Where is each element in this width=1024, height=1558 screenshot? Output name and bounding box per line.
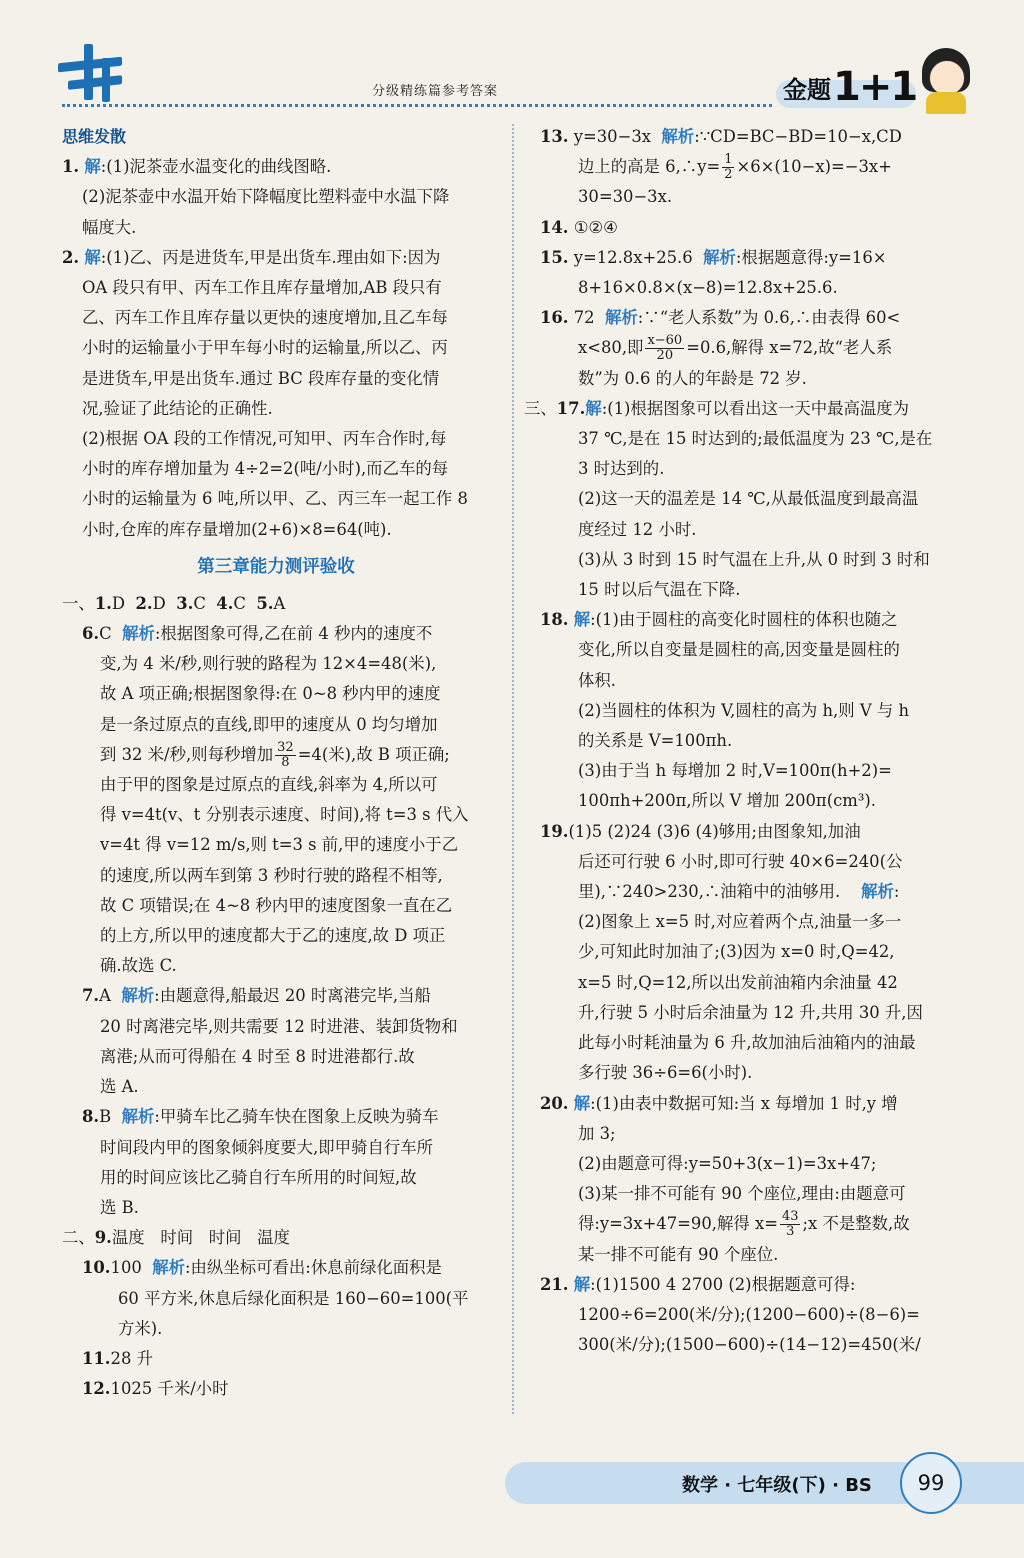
- answer-q12: 12.1025 千米/小时: [82, 1379, 229, 1399]
- part1-choice-answers: 一、1.D 2.D 3.C 4.C 5.A: [62, 593, 286, 613]
- page-header: [0, 0, 1024, 118]
- answer-q1: 1. 解:(1)泥茶壶水温变化的曲线图略.: [62, 157, 332, 177]
- answer-q13: 13. y=30−3x 解析:∵CD=BC−BD=10−x,CD: [540, 127, 902, 146]
- header-divider: [62, 104, 772, 107]
- answer-q2: 2. 解:(1)乙、丙是进货车,甲是出货车.理由如下:因为: [62, 247, 441, 267]
- page-number: 99: [900, 1452, 962, 1514]
- logo-icon: [58, 40, 128, 108]
- chapter-title: 第三章能力测评验收: [197, 556, 355, 577]
- answer-q16: 16. 72 解析:∵“老人系数”为 0.6,∴由表得 60<: [540, 308, 901, 328]
- brand-number: 1+1: [833, 64, 917, 110]
- answer-q18: 18. 解:(1)由于圆柱的高变化时圆柱的体积也随之: [540, 610, 898, 630]
- answer-q19: 19.(1)5 (2)24 (3)6 (4)够用;由图象知,加油: [540, 821, 861, 841]
- fraction: $\frac{x-60}{20}$: [647, 333, 683, 364]
- answer-q11: 11.28 升: [82, 1348, 153, 1368]
- answer-q21: 21. 解:(1)1500 4 2700 (2)根据题意可得:: [540, 1274, 856, 1294]
- right-column: 13. y=30−3x 解析:∵CD=BC−BD=10−x,CD 边上的高是 6,∴y= $\frac{1}{2}$ ×6×(10−x)=−3x+ 30=30−3x. 14. ①②④ 15. y=12.8x+25.6 解析:根据题意得:y=16× 8+16×0.8×(x−8)=12.8x+25.6. 16. 72 解析:∵“老人系数”为 0.6,∴由表得 60< x<80,即 $\frac{x-60}{20}$ =0.6,解得 x=72,故“老人系 数”为 0.6 的人的年龄是 72 岁. 三、17.解:(1)根据图象可以看出这一天中最高温度为 37 ℃,是在 15 时达到的;最低温度为 23 ℃,是在 3 时达到的. (2)这一天的温差是 14 ℃,从最低温度到最高温 度经过 12 小时. (3)从 3 时到 15 时气温在上升,从 0 时到 3 时和 15 时以后气温在下降. 18. 解:(1)由于圆柱的高变化时圆柱的体积也随之 变化,所以自变量是圆柱的高,因变量是圆柱的 体积. (2)当圆柱的体积为 V,圆柱的高为 h,则 V 与 h 的关系是 V=100πh. (3)由于当 h 每增加 2 时,V=100π(h+2)= 100πh+200π,所以 V 增加 200π(cm³). 19.(1)5 (2)24 (3)6 (4)够用;由图象知,加油 后还可行驶 6 小时,即可行驶 40×6=240(公 里),∵240>230,∴油箱中的油够用. 解析: (2)图象上 x=5 时,对应着两个点,油量一多一 少,可知此时加油了;(3)因为 x=0 时,Q=42, x=5 时,Q=12,所以出发前油箱内余油量 42 升,行驶 5 小时后余油量为 12 升,共用 30 升,因 此每小时耗油量为 6 升,故加油后油箱内的油最 多行驶 36÷6=6(小时). 20. 解:(1)由表中数据可知:当 x 每增加 1 时,y 增 加 3; (2)由题意可得:y=50+3(x−1)=3x+47; (3)某一排不可能有 90 个座位,理由:由题意可 得:y=3x+47=90,解得 x= $\frac{43}{3}$ ;x 不是整数,故 某一排不可能有 90 个座位. 21. 解:(1)1500 4 2700 (2)根据题意可得: 1200÷6=200(米/分);(1200−600)÷(8−6)= 300(米/分);(1500−600)÷(14−12)=450(米/: [540, 122, 948, 1360]
- brand-text: 金题: [783, 75, 831, 104]
- answer-q10: 10.100 解析:由纵坐标可看出:休息前绿化面积是: [82, 1258, 442, 1278]
- fraction: $\frac{32}{8}$: [277, 739, 294, 770]
- answer-q20: 20. 解:(1)由表中数据可知:当 x 每增加 1 时,y 增: [540, 1093, 898, 1113]
- header-title: 分级精练篇参考答案: [372, 84, 499, 99]
- footer-subject: 数学 · 七年级(下) · BS: [682, 1475, 872, 1496]
- fraction: $\frac{43}{3}$: [781, 1209, 799, 1240]
- answer-q8: 8.B 解析:甲骑车比乙骑车快在图象上反映为骑车: [82, 1107, 439, 1127]
- answer-q17: 三、17.解:(1)根据图象可以看出这一天中最高温度为: [524, 398, 910, 418]
- answer-q14: 14. ①②④: [540, 217, 618, 237]
- answer-q6: 6.C 解析:根据图象可得,乙在前 4 秒内的速度不: [82, 624, 433, 644]
- left-column: 思维发散 1. 解:(1)泥茶壶水温变化的曲线图略. (2)泥茶壶中水温开始下降幅度比塑料壶中水温下降 幅度大. 2. 解:(1)乙、丙是进货车,甲是出货车.理由如下:因为 OA 段只有甲、丙车工作且库存量增加,AB 段只有 乙、丙车工作且库存量以更快的速度增加,且乙车每 小时的运输量小于甲车每小时的运输量,所以乙、丙 是进货车,甲是出货车.通过 BC 段库存量的变化情 况,验证了此结论的正确性. (2)根据 OA 段的工作情况,可知甲、丙车合作时,每 小时的库存增加量为 4÷2=2(吨/小时),而乙车的每 小时的运输量为 6 吨,所以甲、乙、丙三车一起工作 8 小时,仓库的库存量增加(2+6)×8=64(吨). 第三章能力测评验收 一、1.D 2.D 3.C 4.C 5.A 6.C 解析:根据图象可得,乙在前 4 秒内的速度不 变,为 4 米/秒,则行驶的路程为 12×4=48(米), 故 A 项正确;根据图象得:在 0~8 秒内甲的速度 是一条过原点的直线,即甲的速度从 0 均匀增加 到 32 米/秒,则每秒增加 $\frac{32}{8}$ =4(米),故 B 项正确; 由于甲的图象是过原点的直线,斜率为 4,所以可 得 v=4t(v、t 分别表示速度、时间),将 t=3 s 代入 v=4t 得 v=12 m/s,则 t=3 s 前,甲的速度小于乙 的速度,所以两车到第 3 秒时行驶的路程不相等, 故 C 项错误;在 4~8 秒内甲的速度图象一直在乙 的上方,所以甲的速度都大于乙的速度,故 D 项正 确.故选 C. 7.A 解析:由题意得,船最迟 20 时离港完毕,当船 20 时离港完毕,则共需要 12 时进港、装卸货物和 离港;从而可得船在 4 时至 8 时进港都行.故 选 A. 8.B 解析:甲骑车比乙骑车快在图象上反映为骑车 时间段内甲的图象倾斜度要大,即甲骑自行车所 用的时间应该比乙骑自行车所用的时间短,故 选 B. 二、9.温度 时间 时间 温度 10.100 解析:由纵坐标可看出:休息前绿化面积是 60 平方米,休息后绿化面积是 160−60=100(平 方米). 11.28 升 12.1025 千米/小时: [62, 122, 490, 1404]
- answer-q9: 二、9.温度 时间 时间 温度: [62, 1228, 290, 1248]
- column-divider: [512, 124, 514, 1414]
- answer-q7: 7.A 解析:由题意得,船最迟 20 时离港完毕,当船: [82, 986, 431, 1006]
- fraction: $\frac{1}{2}$: [724, 152, 733, 183]
- brand-logo: [783, 66, 916, 108]
- section-heading: 思维发散: [62, 127, 127, 146]
- answer-q15: 15. y=12.8x+25.6 解析:根据题意得:y=16×: [540, 247, 887, 267]
- mascot-icon: [912, 46, 980, 116]
